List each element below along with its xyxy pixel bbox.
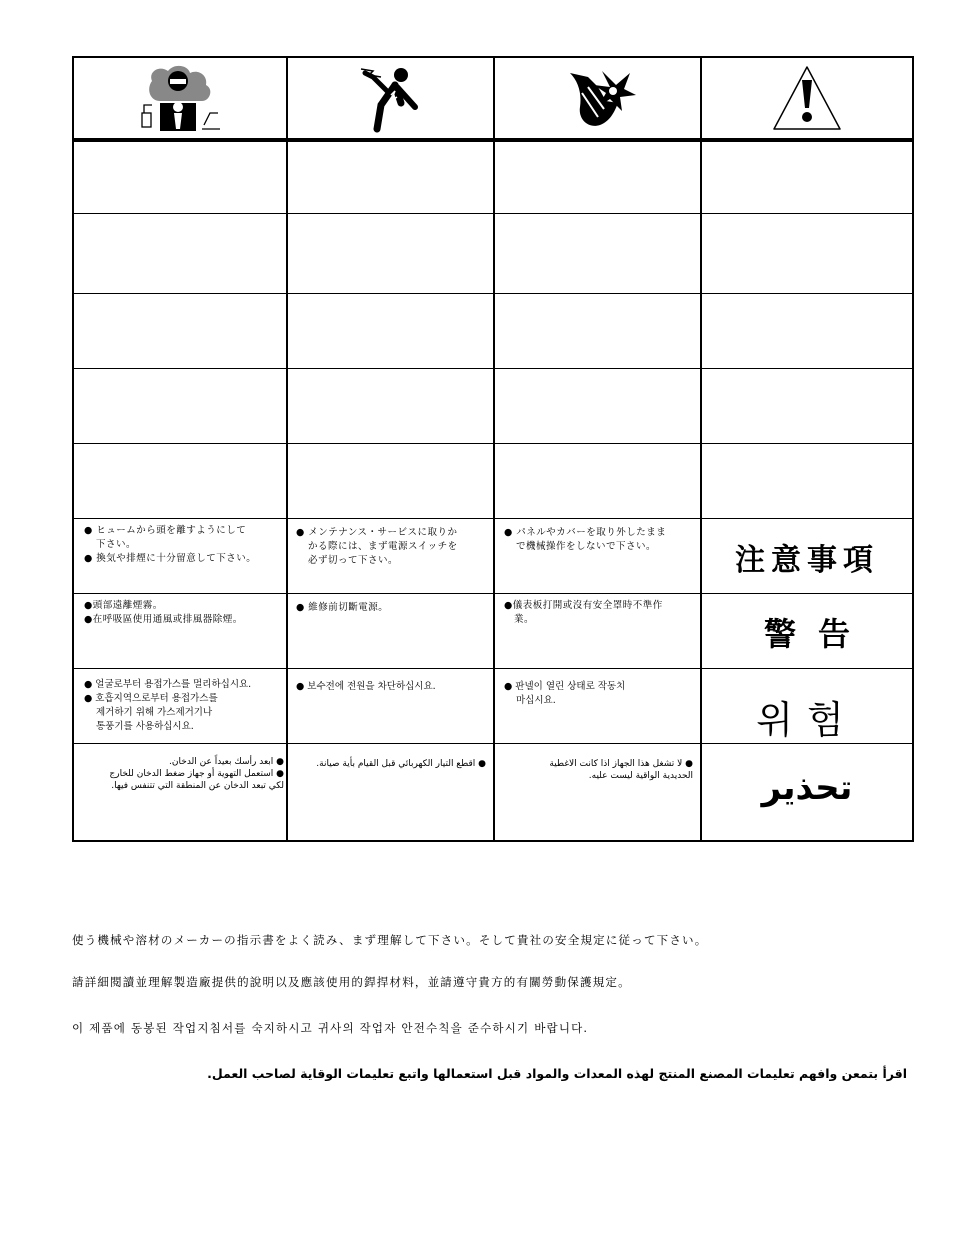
korean-parts-text xyxy=(504,680,698,708)
chinese-fumes-text xyxy=(84,599,284,627)
japanese-shock-text xyxy=(296,526,491,568)
chinese-heading: 警告 xyxy=(763,614,872,653)
text-line: ● ヒュームから頭を離すようにして xyxy=(84,525,247,536)
text-line: ● 판넬이 열린 상태로 작동치 xyxy=(504,681,626,692)
text-line: ● استعمل التهوية أو جهاز ضغط الدخان للخارج xyxy=(109,769,284,779)
row-divider xyxy=(74,668,912,669)
japanese-fumes-text xyxy=(84,524,284,566)
arabic-note: اقرأ بتمعن وافهم تعليمات المصنع المنتج لهذه المعدات والمواد قبل استعمالها واتبع تعليمات الوقاية لصاحب العمل. xyxy=(207,1066,907,1081)
arabic-shock-text xyxy=(290,758,486,770)
text-line: ● 얼굴로부터 용접가스를 멀리하십시요. xyxy=(84,679,252,690)
text-line: ● اقطع التيار الكهربائي قبل القيام بأية صيانة. xyxy=(316,759,486,769)
korean-shock-text xyxy=(296,680,491,694)
text-line: ●在呼吸區使用通風或排風器除煙。 xyxy=(84,614,243,625)
safety-warning-table xyxy=(72,56,914,842)
arabic-fumes-text xyxy=(80,756,284,792)
row-divider xyxy=(74,293,912,294)
row-divider xyxy=(74,518,912,519)
text-line: 마십시요. xyxy=(516,695,556,706)
arabic-heading: تحذير xyxy=(761,768,853,808)
japanese-heading: 注意事項 xyxy=(735,542,879,578)
moving-parts-hand-icon xyxy=(495,58,700,138)
text-line: ● ابعد رأسك بعيداً عن الدخان. xyxy=(169,757,284,767)
row-divider xyxy=(74,368,912,369)
text-line: ● 호흡지역으로부터 용접가스를 xyxy=(84,693,218,704)
text-line: ● 換気や排煙に十分留意して下さい。 xyxy=(84,553,257,564)
korean-note: 이 제품에 동봉된 작업지침서를 숙지하시고 귀사의 작업자 안전수칙을 준수하시기 바랍니다. xyxy=(72,1021,589,1035)
chinese-shock-text xyxy=(296,601,491,615)
text-line: ● 보수전에 전원을 차단하십시요. xyxy=(296,681,436,692)
text-line: で機械操作をしないで下さい。 xyxy=(516,541,657,552)
text-line: ●儀表板打開或沒有安全罩時不準作 xyxy=(504,600,663,611)
text-line: ● パネルやカバーを取り外したまま xyxy=(504,527,667,538)
japanese-note: 使う機械や溶材のメーカーの指示書をよく読み、まず理解して下さい。そして貴社の安全規定に従って下さい。 xyxy=(72,933,708,947)
electric-shock-icon xyxy=(288,58,493,138)
text-line: 제거하기 위해 가스제거기나 xyxy=(96,707,213,718)
fume-hazard-icon xyxy=(74,58,286,138)
header-divider xyxy=(74,138,912,142)
chinese-note: 請詳細閱讀並理解製造廠提供的說明以及應該使用的銲捍材料，並請遵守貴方的有關勞動保護規定。 xyxy=(72,975,631,989)
text-line: الحديدية الواقية ليست عليه. xyxy=(588,771,693,781)
korean-heading: 위험 xyxy=(756,698,858,742)
row-divider xyxy=(74,593,912,594)
column-divider xyxy=(493,58,495,840)
text-line: 業。 xyxy=(514,614,535,625)
text-line: かる際には、まず電源スイッチを xyxy=(308,541,458,552)
text-line: لكي تبعد الدخان عن المنطقة التي تتنفس فيها. xyxy=(111,781,284,791)
text-line: 下さい。 xyxy=(96,539,137,550)
text-line: ●頭部遠離煙霧。 xyxy=(84,600,163,611)
text-line: ● لا تشغل هذا الجهاز اذا كانت الاغطية xyxy=(549,759,693,769)
chinese-parts-text xyxy=(504,599,698,627)
warning-exclamation-icon xyxy=(702,58,912,138)
row-divider xyxy=(74,213,912,214)
korean-fumes-text xyxy=(84,678,294,734)
arabic-parts-text xyxy=(497,758,693,782)
text-line: ● 維修前切斷電源。 xyxy=(296,602,389,613)
text-line: 통풍기를 사용하십시요. xyxy=(96,721,194,732)
text-line: 必ず切って下さい。 xyxy=(308,555,399,566)
text-line: ● メンテナンス・サービスに取りか xyxy=(296,527,458,538)
japanese-parts-text xyxy=(504,526,698,554)
row-divider xyxy=(74,443,912,444)
